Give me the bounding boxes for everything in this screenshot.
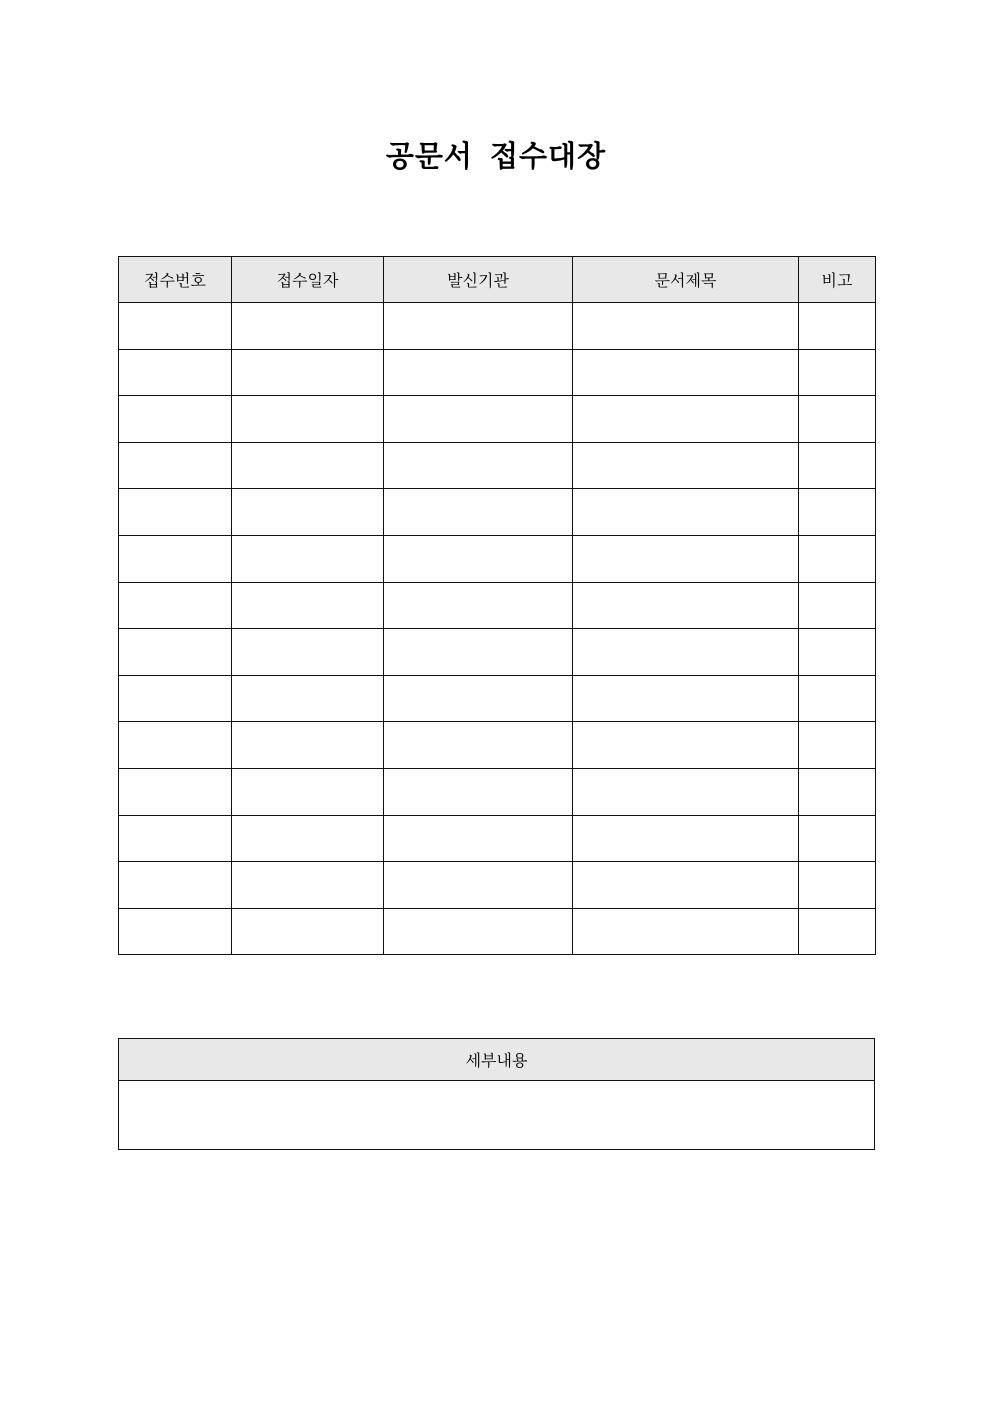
remarks-cell[interactable] bbox=[799, 629, 876, 676]
table-row bbox=[119, 722, 876, 769]
document-title-cell[interactable] bbox=[573, 629, 799, 676]
receipt-number-cell[interactable] bbox=[119, 582, 232, 629]
document-title-cell[interactable] bbox=[573, 862, 799, 909]
table-row bbox=[119, 768, 876, 815]
sender-agency-cell[interactable] bbox=[384, 396, 573, 443]
document-title-cell[interactable] bbox=[573, 442, 799, 489]
document-title-cell[interactable] bbox=[573, 396, 799, 443]
sender-agency-cell[interactable] bbox=[384, 675, 573, 722]
document-title-cell[interactable] bbox=[573, 303, 799, 350]
sender-agency-cell[interactable] bbox=[384, 582, 573, 629]
receipt-number-cell[interactable] bbox=[119, 349, 232, 396]
table-row bbox=[119, 862, 876, 909]
document-title-cell[interactable] bbox=[573, 768, 799, 815]
receipt-date-cell[interactable] bbox=[232, 535, 384, 582]
remarks-cell[interactable] bbox=[799, 303, 876, 350]
receipt-number-cell[interactable] bbox=[119, 303, 232, 350]
details-header: 세부내용 bbox=[119, 1039, 875, 1081]
table-row bbox=[119, 582, 876, 629]
column-header-receipt-date: 접수일자 bbox=[232, 257, 384, 303]
details-table bbox=[118, 1038, 875, 1150]
receipt-date-cell[interactable] bbox=[232, 675, 384, 722]
remarks-cell[interactable] bbox=[799, 768, 876, 815]
table-row bbox=[119, 675, 876, 722]
table-row bbox=[119, 303, 876, 350]
remarks-cell[interactable] bbox=[799, 535, 876, 582]
page-title: 공문서 접수대장 bbox=[385, 139, 607, 173]
receipt-number-cell[interactable] bbox=[119, 862, 232, 909]
sender-agency-cell[interactable] bbox=[384, 535, 573, 582]
column-header-remarks: 비고 bbox=[799, 257, 876, 303]
document-title-cell[interactable] bbox=[573, 722, 799, 769]
details-content-cell[interactable] bbox=[119, 1081, 875, 1150]
receipt-number-cell[interactable] bbox=[119, 442, 232, 489]
receipt-number-cell[interactable] bbox=[119, 908, 232, 955]
sender-agency-cell[interactable] bbox=[384, 815, 573, 862]
receipt-date-cell[interactable] bbox=[232, 815, 384, 862]
table-row bbox=[119, 535, 876, 582]
column-header-receipt-number: 접수번호 bbox=[119, 257, 232, 303]
sender-agency-cell[interactable] bbox=[384, 349, 573, 396]
receipt-number-cell[interactable] bbox=[119, 489, 232, 536]
document-title-cell[interactable] bbox=[573, 535, 799, 582]
document-title-cell[interactable] bbox=[573, 582, 799, 629]
document-title-cell[interactable] bbox=[573, 815, 799, 862]
receipt-number-cell[interactable] bbox=[119, 815, 232, 862]
remarks-cell[interactable] bbox=[799, 908, 876, 955]
table-row bbox=[119, 629, 876, 676]
receipt-number-cell[interactable] bbox=[119, 535, 232, 582]
receipt-number-cell[interactable] bbox=[119, 722, 232, 769]
receipt-date-cell[interactable] bbox=[232, 349, 384, 396]
table-row bbox=[119, 396, 876, 443]
sender-agency-cell[interactable] bbox=[384, 908, 573, 955]
document-title-cell[interactable] bbox=[573, 908, 799, 955]
remarks-cell[interactable] bbox=[799, 815, 876, 862]
receipt-date-cell[interactable] bbox=[232, 303, 384, 350]
receipt-date-cell[interactable] bbox=[232, 908, 384, 955]
receipt-number-cell[interactable] bbox=[119, 675, 232, 722]
remarks-cell[interactable] bbox=[799, 349, 876, 396]
receipt-date-cell[interactable] bbox=[232, 768, 384, 815]
document-title-cell[interactable] bbox=[573, 349, 799, 396]
table-row bbox=[119, 489, 876, 536]
column-header-sender-agency: 발신기관 bbox=[384, 257, 573, 303]
sender-agency-cell[interactable] bbox=[384, 629, 573, 676]
sender-agency-cell[interactable] bbox=[384, 768, 573, 815]
receipt-ledger-table bbox=[118, 256, 876, 955]
document-title-cell[interactable] bbox=[573, 675, 799, 722]
remarks-cell[interactable] bbox=[799, 396, 876, 443]
sender-agency-cell[interactable] bbox=[384, 303, 573, 350]
table-row bbox=[119, 908, 876, 955]
document-title-cell[interactable] bbox=[573, 489, 799, 536]
table-row bbox=[119, 442, 876, 489]
receipt-date-cell[interactable] bbox=[232, 722, 384, 769]
receipt-date-cell[interactable] bbox=[232, 862, 384, 909]
receipt-number-cell[interactable] bbox=[119, 396, 232, 443]
table-row bbox=[119, 349, 876, 396]
receipt-number-cell[interactable] bbox=[119, 768, 232, 815]
receipt-date-cell[interactable] bbox=[232, 582, 384, 629]
receipt-number-cell[interactable] bbox=[119, 629, 232, 676]
remarks-cell[interactable] bbox=[799, 489, 876, 536]
sender-agency-cell[interactable] bbox=[384, 489, 573, 536]
receipt-date-cell[interactable] bbox=[232, 489, 384, 536]
remarks-cell[interactable] bbox=[799, 582, 876, 629]
sender-agency-cell[interactable] bbox=[384, 442, 573, 489]
remarks-cell[interactable] bbox=[799, 675, 876, 722]
receipt-date-cell[interactable] bbox=[232, 442, 384, 489]
sender-agency-cell[interactable] bbox=[384, 862, 573, 909]
table-row bbox=[119, 815, 876, 862]
sender-agency-cell[interactable] bbox=[384, 722, 573, 769]
remarks-cell[interactable] bbox=[799, 862, 876, 909]
column-header-document-title: 문서제목 bbox=[573, 257, 799, 303]
receipt-date-cell[interactable] bbox=[232, 629, 384, 676]
remarks-cell[interactable] bbox=[799, 442, 876, 489]
table-header-row bbox=[119, 257, 876, 303]
receipt-date-cell[interactable] bbox=[232, 396, 384, 443]
remarks-cell[interactable] bbox=[799, 722, 876, 769]
